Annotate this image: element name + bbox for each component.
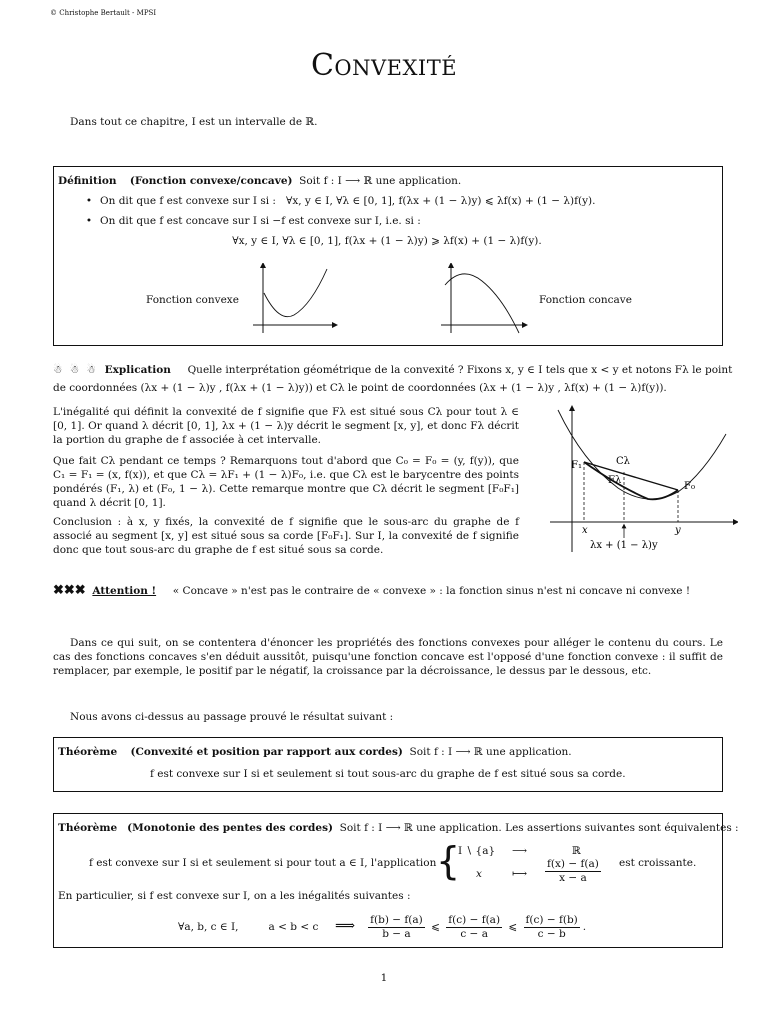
map-variable: x xyxy=(476,868,482,880)
fig-label-x: x xyxy=(582,525,588,536)
slope2-denominator: c − a xyxy=(460,927,488,940)
map-denominator: x − a xyxy=(559,871,587,884)
theorem1-box xyxy=(53,737,723,792)
explication-para-2: Que fait Cλ pendant ce temps ? Remarquons tout d'abord que C₀ = F₀ = (y, f(y)), que C₁ = F₁ = (x, f(x)), et que Cλ = λF₁ + (1 − λ)F₀, i.e. que Cλ est le barycentre des points pondérés (F₁, λ) et (F₀, 1 − λ). Cette remarque montre que Cλ décrit le segment [F₀F₁] quand λ décrit [0, 1]. xyxy=(53,455,519,509)
concave-curve xyxy=(445,274,519,333)
intro-text: Dans tout ce chapitre, I est un intervalle de ℝ. xyxy=(70,116,318,128)
fig-label-F0: F₀ xyxy=(684,481,695,492)
explication-line1-text: Quelle interprétation géométrique de la convexité ? Fixons x, y ∈ I tels que x < y et notons Fλ le point xyxy=(187,364,733,376)
fig-label-xl: λx + (1 − λ)y xyxy=(590,540,658,551)
definition-box xyxy=(53,166,723,346)
brace-icon: { xyxy=(436,839,461,883)
bullet-icon: • xyxy=(85,215,93,227)
theorem2-box xyxy=(53,813,739,948)
definition-bullet-1 xyxy=(78,195,595,209)
explication-para-3: Conclusion : à x, y fixés, la convexité de f signifie que le sous-arc du graphe de f associé au segment [x, y] est situé sous sa corde [F₀F₁]. Sur I, la convexité de f signifie donc que tout sous-arc du graphe de f est situé sous sa corde. xyxy=(53,516,519,556)
final-dot: . xyxy=(582,921,587,934)
theorem1-name: (Convexité et position par rapport aux cordes) xyxy=(130,746,403,758)
fig-label-Clambda: Cλ xyxy=(616,456,630,467)
bullet2-formula: ∀x, y ∈ I, ∀λ ∈ [0, 1], f(λx + (1 − λ)y) ⩾ λf(x) + (1 − λ)f(y). xyxy=(232,235,542,247)
slope1-numerator: f(b) − f(a) xyxy=(370,914,423,926)
bullet2-text: On dit que f est concave sur I si −f est convexe sur I, i.e. si : xyxy=(100,215,421,227)
bullet1-text: On dit que f est convexe sur I si : xyxy=(100,195,276,207)
theorem1-heading xyxy=(58,746,572,760)
definition-lead: Soit f : I ⟶ ℝ une application. xyxy=(299,175,462,187)
slope3-denominator: c − b xyxy=(537,927,566,940)
order: a < b < c xyxy=(268,921,319,934)
map-domain: I ∖ {a} xyxy=(458,845,496,857)
fig-curve xyxy=(558,410,726,499)
page-header: © Christophe Bertault - MPSI xyxy=(50,9,157,17)
theorem2-name: (Monotonie des pentes des cordes) xyxy=(127,822,333,834)
page-number: 1 xyxy=(380,972,388,984)
definition-name: (Fonction convexe/concave) xyxy=(129,175,293,187)
explication-line-1 xyxy=(53,364,732,378)
leq-2: ⩽ xyxy=(508,921,518,934)
bullet-icon: • xyxy=(85,195,93,207)
slope2-numerator: f(c) − f(a) xyxy=(448,914,501,926)
concave-caption: Fonction concave xyxy=(539,294,632,306)
para-result: Nous avons ci-dessus au passage prouvé le résultat suivant : xyxy=(70,711,394,723)
leq-1: ⩽ xyxy=(431,921,440,934)
concave-graph xyxy=(437,263,532,335)
theorem2-condition: f est convexe sur I si et seulement si pour tout a ∈ I, l'application xyxy=(89,857,437,869)
fig-label-y: y xyxy=(675,525,681,536)
page-title: Convexité xyxy=(310,48,458,83)
theorem2-lead: Soit f : I ⟶ ℝ une application. Les assertions suivantes sont équivalentes : xyxy=(339,822,739,834)
map-fraction xyxy=(542,858,604,884)
map-to-arrow: ⟼ xyxy=(512,868,528,880)
snowman-icons: ☃ ☃ ☃ xyxy=(53,364,98,376)
cross-icons: ✖✖✖ xyxy=(53,583,86,598)
quantifier: ∀a, b, c ∈ I, xyxy=(178,921,239,934)
fig-label-Flambda: Fλ xyxy=(608,475,622,486)
definition-heading xyxy=(58,175,461,189)
explication-line-2: de coordonnées (λx + (1 − λ)y , f(λx + (1 − λ)y)) et Cλ le point de coordonnées (λx + (1 − λ)y , λf(x) + (1 − λ)f(y)). xyxy=(53,382,667,394)
slope1-denominator: b − a xyxy=(382,927,411,940)
bullet1-formula: ∀x, y ∈ I, ∀λ ∈ [0, 1], f(λx + (1 − λ)y) ⩽ λf(x) + (1 − λ)f(y). xyxy=(285,195,596,207)
explication-label: Explication xyxy=(104,364,171,376)
theorem2-label: Théorème xyxy=(58,822,118,834)
definition-label: Définition xyxy=(58,175,117,187)
theorem2-heading xyxy=(58,822,739,836)
slope3-numerator: f(c) − f(b) xyxy=(525,914,578,926)
chord-figure xyxy=(538,402,738,554)
explication-para-1: L'inégalité qui définit la convexité de f signifie que Fλ est situé sous Cλ pour tout λ ∈ [0, 1]. Or quand λ décrit [0, 1], λx + (1 − λ)y décrit le segment [x, y], et donc Fλ décrit la portion du graphe de f associée à cet intervalle. xyxy=(53,406,519,446)
attention-label: Attention ! xyxy=(92,585,157,597)
theorem1-label: Théorème xyxy=(58,746,118,758)
slopes-inequality xyxy=(178,914,586,940)
convex-curve xyxy=(264,269,327,317)
attention-text: « Concave » n'est pas le contraire de « convexe » : la fonction sinus n'est ni concave ni convexe ! xyxy=(172,585,691,597)
map-numerator: f(x) − f(a) xyxy=(547,858,599,870)
theorem1-lead: Soit f : I ⟶ ℝ une application. xyxy=(409,746,572,758)
map-arrow: ⟶ xyxy=(512,845,528,857)
fig-label-F1: F₁ xyxy=(571,460,582,471)
theorem2-particular: En particulier, si f est convexe sur I, on a les inégalités suivantes : xyxy=(58,890,411,902)
para-suite: Dans ce qui suit, on se contentera d'énoncer les propriétés des fonctions convexes pour alléger le contenu du cours. Le cas des fonctions concaves s'en déduit aussitôt, puisqu'une fonction concave est l'opposé d'une fonction convexe : il suffit de remplacer, par exemple, le positif par le négatif, la croissance par la décroissance, le dessus par le dessous, etc. xyxy=(53,637,723,677)
theorem2-tail: est croissante. xyxy=(619,857,697,869)
attention-line xyxy=(53,582,690,599)
definition-bullet-2 xyxy=(78,215,421,229)
theorem1-statement: f est convexe sur I si et seulement si tout sous-arc du graphe de f est situé sous sa corde. xyxy=(150,768,626,780)
map-codomain: ℝ xyxy=(572,845,581,857)
convex-graph xyxy=(249,263,339,335)
convex-caption: Fonction convexe xyxy=(146,294,239,306)
fig-subarc xyxy=(584,462,678,499)
implies: ⟹ xyxy=(335,918,356,935)
fig-chord xyxy=(584,462,678,490)
